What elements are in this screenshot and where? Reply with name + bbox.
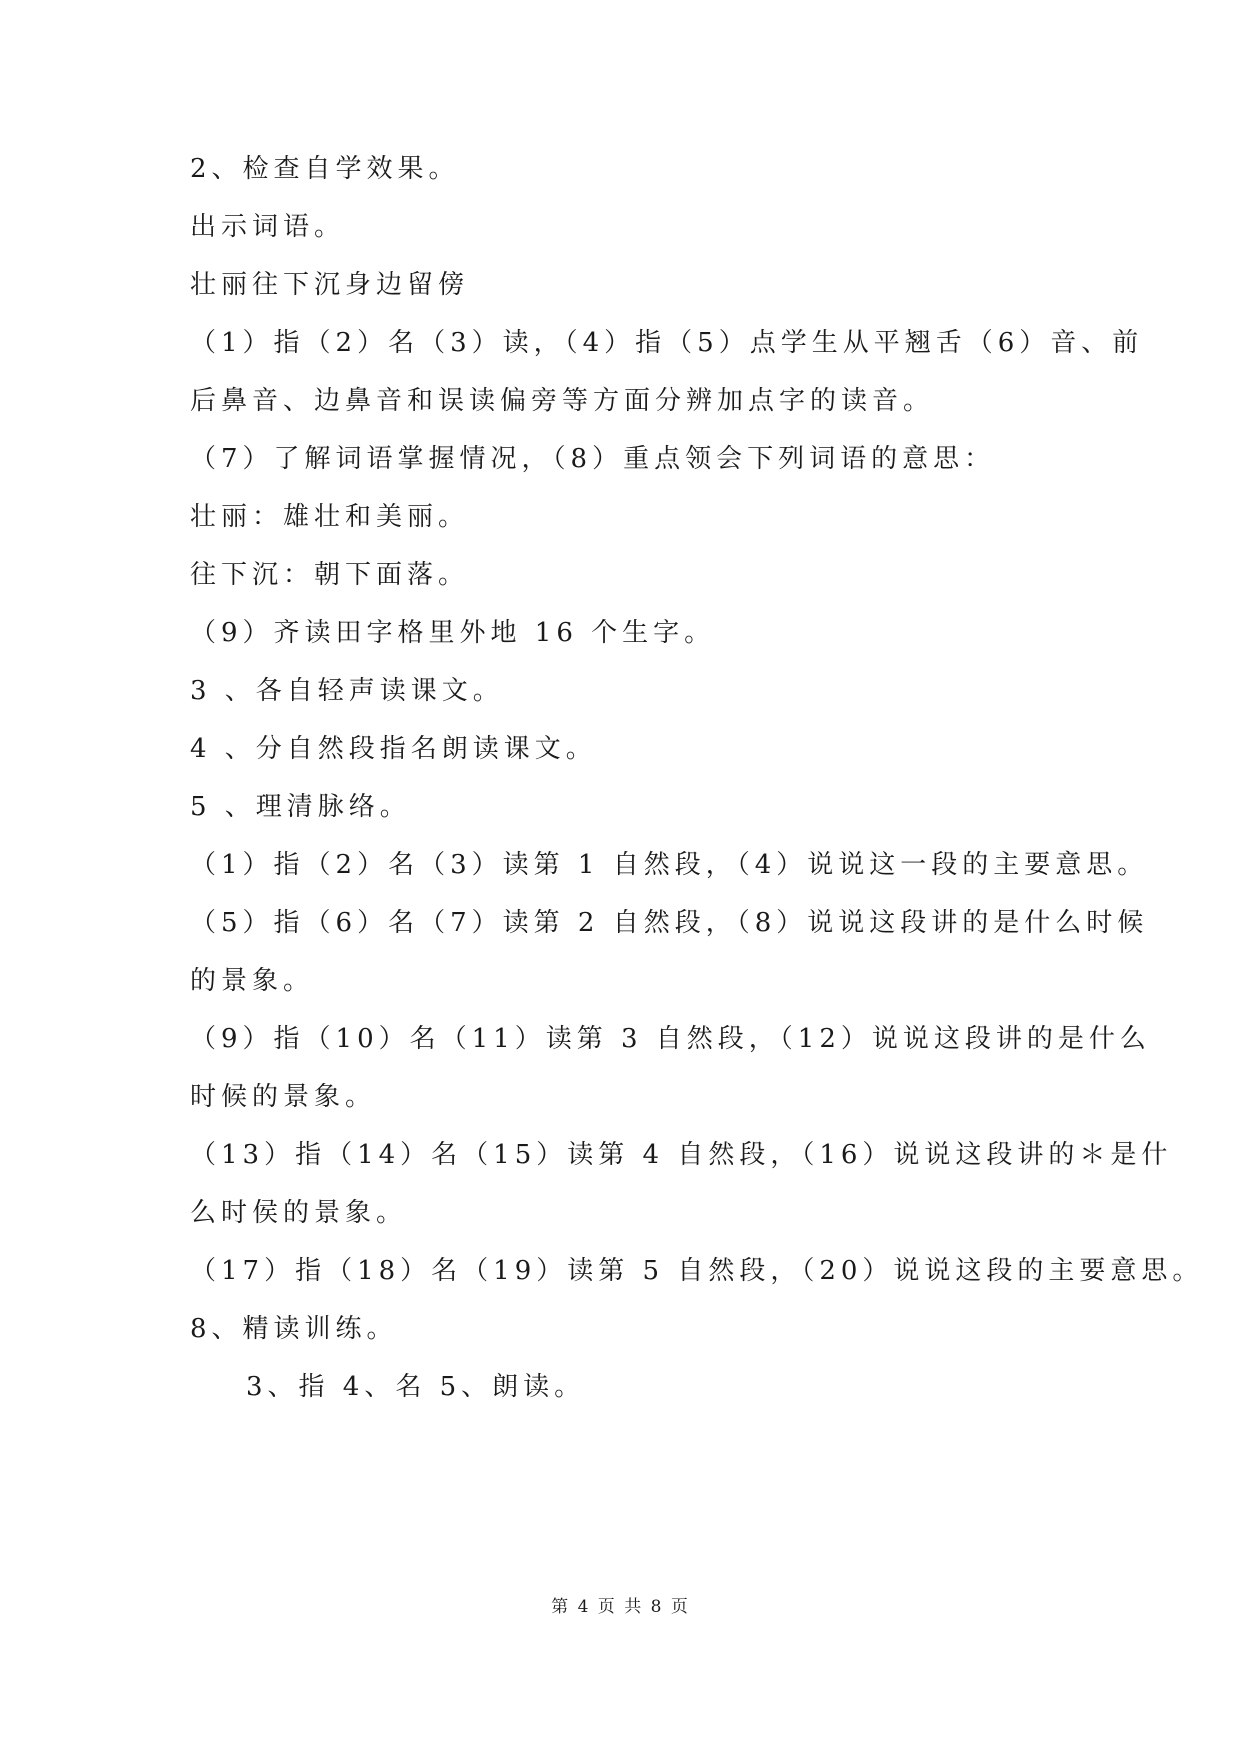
text-line: 3 、各自轻声读课文。: [190, 676, 504, 706]
text-line: 的景象。: [190, 966, 315, 996]
text-line: （1）指（2）名（3）读第 1 自然段，（4）说说这一段的主要意思。: [190, 850, 1149, 880]
text-line: 后鼻音、边鼻音和误读偏旁等方面分辨加点字的读音。: [190, 386, 935, 416]
text-line: 往下沉：朝下面落。: [190, 560, 470, 590]
text-line: 2、检查自学效果。: [190, 154, 460, 184]
text-line: 4 、分自然段指名朗读课文。: [190, 734, 597, 764]
text-line: 8、精读训练。: [190, 1314, 398, 1344]
text-line: 时候的景象。: [190, 1082, 377, 1112]
text-line: （9）指（10）名（11）读第 3 自然段，（12）说说这段讲的是什么: [190, 1024, 1151, 1054]
text-line: （9）齐读田字格里外地 16 个生字。: [190, 618, 716, 648]
text-line: （5）指（6）名（7）读第 2 自然段，（8）说说这段讲的是什么时候: [190, 908, 1149, 938]
text-line: （1）指（2）名（3）读，（4）指（5）点学生从平翘舌（6）音、前: [190, 328, 1144, 358]
text-line: 出示词语。: [190, 212, 346, 242]
text-line: 5 、理清脉络。: [190, 792, 411, 822]
text-line: 3、指 4、名 5、朗读。: [246, 1372, 586, 1402]
text-line: （13）指（14）名（15）读第 4 自然段，（16）说说这段讲的＊是什: [190, 1140, 1173, 1170]
text-line: 么时侯的景象。: [190, 1198, 408, 1228]
text-line: 壮丽：雄壮和美丽。: [190, 502, 470, 532]
page-footer: 第 4 页 共 8 页: [551, 1597, 690, 1617]
text-line: （17）指（18）名（19）读第 5 自然段，（20）说说这段的主要意思。: [190, 1256, 1204, 1286]
text-line: （7）了解词语掌握情况，（8）重点领会下列词语的意思：: [190, 444, 996, 474]
text-line: 壮丽往下沉身边留傍: [190, 270, 470, 300]
